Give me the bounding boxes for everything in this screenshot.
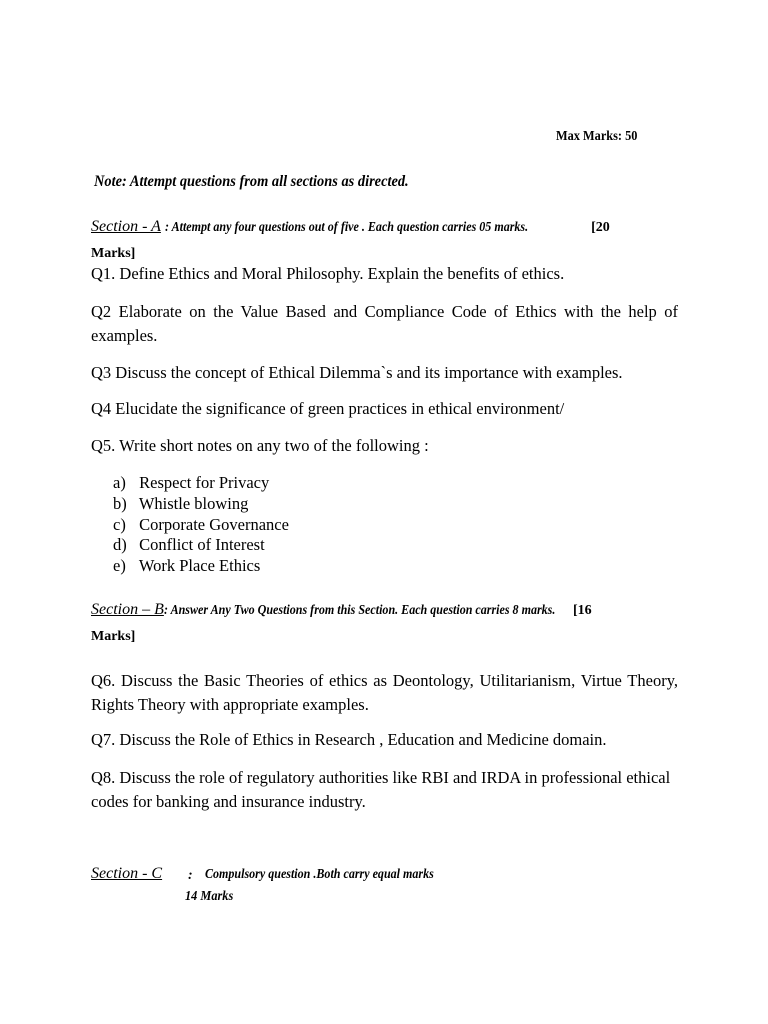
question-2: Q2 Elaborate on the Value Based and Compliance Code of Ethics with the help of examples. — [91, 302, 678, 345]
section-b-marks-close: Marks] — [91, 629, 136, 644]
question-5-options — [113, 473, 289, 577]
question-3: Q3 Discuss the concept of Ethical Dilemma`s and its importance with examples. — [91, 363, 623, 382]
section-a-instruction: : Attempt any four questions out of five . Each question carries 05 marks. — [164, 220, 529, 235]
section-b-marks-open: [16 — [572, 603, 592, 618]
section-c-colon: : — [188, 868, 193, 883]
question-7: Q7. Discuss the Role of Ethics in Research , Education and Medicine domain. — [91, 730, 607, 749]
question-5: Q5. Write short notes on any two of the following : — [91, 436, 429, 455]
note: Note: Attempt questions from all sections as directed. — [94, 173, 409, 190]
option-item: c) Corporate Governance — [113, 514, 289, 534]
section-b-header — [91, 597, 681, 649]
section-c-instruction: Compulsory question .Both carry equal marks — [205, 867, 434, 882]
section-a-title: Section - A — [91, 218, 161, 235]
section-c-title: Section - C — [91, 865, 163, 882]
option-item: e) Work Place Ethics — [113, 556, 261, 576]
section-a-header — [91, 214, 681, 266]
section-a-marks-close: Marks] — [91, 246, 136, 261]
max-marks: Max Marks: 50 — [556, 129, 638, 144]
section-b-instruction: : Answer Any Two Questions from this Section. Each question carries 8 marks. — [163, 603, 556, 618]
question-1: Q1. Define Ethics and Moral Philosophy. Explain the benefits of ethics. — [91, 264, 565, 283]
option-item: b) Whistle blowing — [113, 493, 249, 513]
option-item: a) Respect for Privacy — [113, 473, 270, 492]
question-6: Q6. Discuss the Basic Theories of ethics as Deontology, Utilitarianism, Virtue Theory, Rights Theory with appropriate examples. — [91, 671, 678, 714]
option-item: d) Conflict of Interest — [113, 535, 265, 555]
section-a-marks-open: [20 — [591, 220, 610, 235]
question-8: Q8. Discuss the role of regulatory authorities like RBI and IRDA in professional ethical codes for banking and insurance industry. — [91, 768, 671, 811]
section-c-header — [91, 865, 434, 883]
section-b-title: Section – B — [91, 601, 164, 618]
section-c-marks: 14 Marks — [185, 889, 234, 904]
question-4: Q4 Elucidate the significance of green practices in ethical environment/ — [91, 399, 565, 418]
